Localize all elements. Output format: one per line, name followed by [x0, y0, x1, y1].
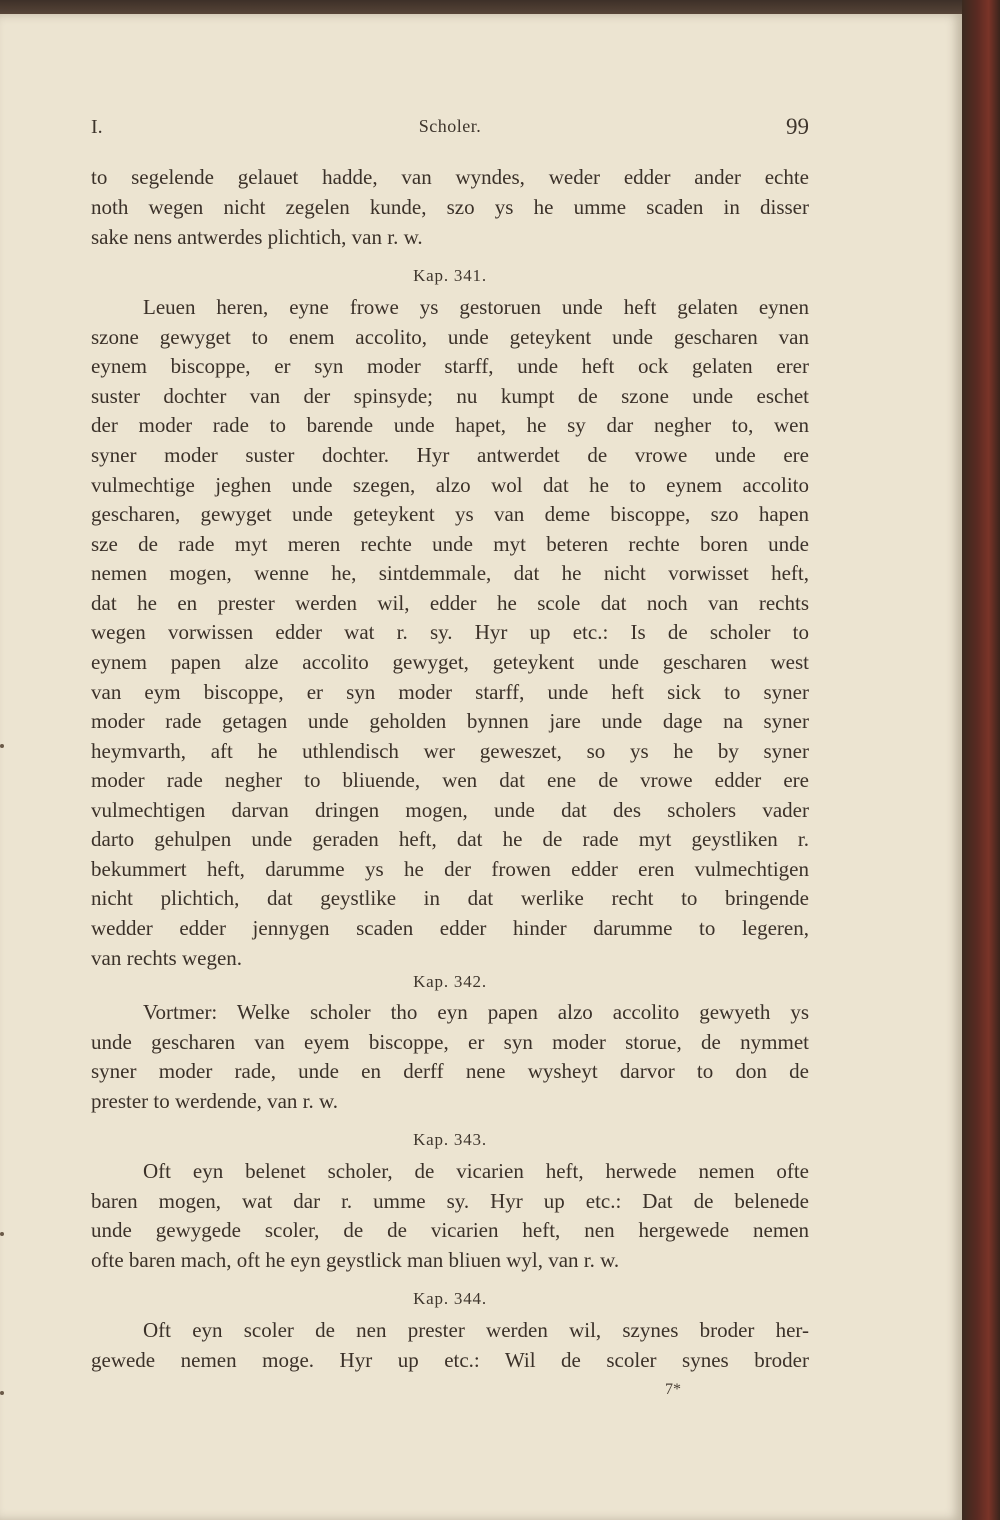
- margin-speck: [0, 1232, 4, 1236]
- text-line: bekummert heft, darumme ys he der frowen edder eren vulmechtigen: [91, 857, 809, 881]
- section-heading: Kap. 343.: [413, 1130, 487, 1149]
- text-line: baren mogen, wat dar r. umme sy. Hyr up etc.: Dat de belenede: [91, 1189, 809, 1213]
- text-line: szone gewyget to enem accolito, unde geteykent unde gescharen van: [91, 325, 809, 349]
- text-line: to segelende gelauet hadde, van wyndes, weder edder ander echte: [91, 165, 809, 189]
- text-line: ofte baren mach, oft he eyn geystlick man bliuen wyl, van r. w.: [91, 1248, 620, 1272]
- text-line: sze de rade myt meren rechte unde myt beteren rechte boren unde: [91, 532, 809, 556]
- text-line: gescharen, gewyget unde geteykent ys van deme biscoppe, szo hapen: [91, 502, 809, 526]
- text-line: sake nens antwerdes plichtich, van r. w.: [91, 225, 423, 249]
- running-header: [91, 112, 809, 148]
- text-line: moder rade negher to bliuende, wen dat ene de vrowe edder ere: [91, 768, 809, 792]
- paragraph-first-line: Oft eyn scoler de nen prester werden wil, szynes broder her-: [143, 1318, 809, 1342]
- text-line: wedder edder jennygen scaden edder hinder darumme to legeren,: [91, 916, 809, 940]
- text-line: vulmechtige jeghen unde szegen, alzo wol dat he to eynem accolito: [91, 473, 809, 497]
- section-heading: Kap. 342.: [413, 972, 487, 991]
- text-line: heymvarth, aft he uthlendisch wer geweszet, so ys he by syner: [91, 739, 809, 763]
- text-line: gewede nemen moge. Hyr up etc.: Wil de scoler synes broder: [91, 1348, 809, 1372]
- section-heading: Kap. 341.: [413, 266, 487, 285]
- paragraph-first-line: Oft eyn belenet scholer, de vicarien heft, herwede nemen ofte: [143, 1159, 809, 1183]
- text-line: darto gehulpen unde geraden heft, dat he de rade myt geystliken r.: [91, 827, 809, 851]
- text-line: suster dochter van der spinsyde; nu kumpt de szone unde eschet: [91, 384, 809, 408]
- margin-speck: [0, 1391, 4, 1395]
- text-line: der moder rade to barende unde hapet, he sy dar negher to, wen: [91, 413, 809, 437]
- paragraph-first-line: Leuen heren, eyne frowe ys gestoruen unde heft gelaten eynen: [143, 295, 809, 319]
- text-line: moder rade getagen unde geholden bynnen jare unde dage na syner: [91, 709, 809, 733]
- text-line: unde gescharen van eyem biscoppe, er syn moder storue, de nymmet: [91, 1030, 809, 1054]
- text-line: wegen vorwissen edder wat r. sy. Hyr up etc.: Is de scholer to: [91, 620, 809, 644]
- text-line: vulmechtigen darvan dringen mogen, unde dat des scholers vader: [91, 798, 809, 822]
- text-line: dat he en prester werden wil, edder he scole dat noch van rechts: [91, 591, 809, 615]
- text-line: van eym biscoppe, er syn moder starff, unde heft sick to syner: [91, 680, 809, 704]
- text-line: prester to werdende, van r. w.: [91, 1089, 339, 1113]
- margin-speck: [0, 744, 4, 748]
- text-line: noth wegen nicht zegelen kunde, szo ys he umme scaden in disser: [91, 195, 809, 219]
- chapter-numeral: I.: [91, 116, 103, 138]
- text-line: eynem papen alze accolito gewyget, geteykent unde gescharen west: [91, 650, 809, 674]
- text-line: nicht plichtich, dat geystlike in dat werlike recht to bringende: [91, 886, 809, 910]
- text-line: nemen mogen, wenne he, sintdemmale, dat he nicht vorwisset heft,: [91, 561, 809, 585]
- paragraph-first-line: Vortmer: Welke scholer tho eyn papen alzo accolito gewyeth ys: [143, 1000, 809, 1024]
- text-line: unde gewygede scoler, de de vicarien heft, nen hergewede nemen: [91, 1218, 809, 1242]
- section-heading: Kap. 344.: [413, 1289, 487, 1308]
- text-line: syner moder rade, unde en derff nene wysheyt darvor to don de: [91, 1059, 809, 1083]
- book-cover-edge: [962, 0, 1000, 1520]
- page-number: 99: [786, 114, 809, 139]
- signature-mark: 7*: [665, 1381, 681, 1398]
- text-line: van rechts wegen.: [91, 946, 243, 970]
- text-line: eynem biscoppe, er syn moder starff, unde heft ock gelaten erer: [91, 354, 809, 378]
- text-line: syner moder suster dochter. Hyr antwerdet de vrowe unde ere: [91, 443, 809, 467]
- running-title: Scholer.: [418, 116, 482, 136]
